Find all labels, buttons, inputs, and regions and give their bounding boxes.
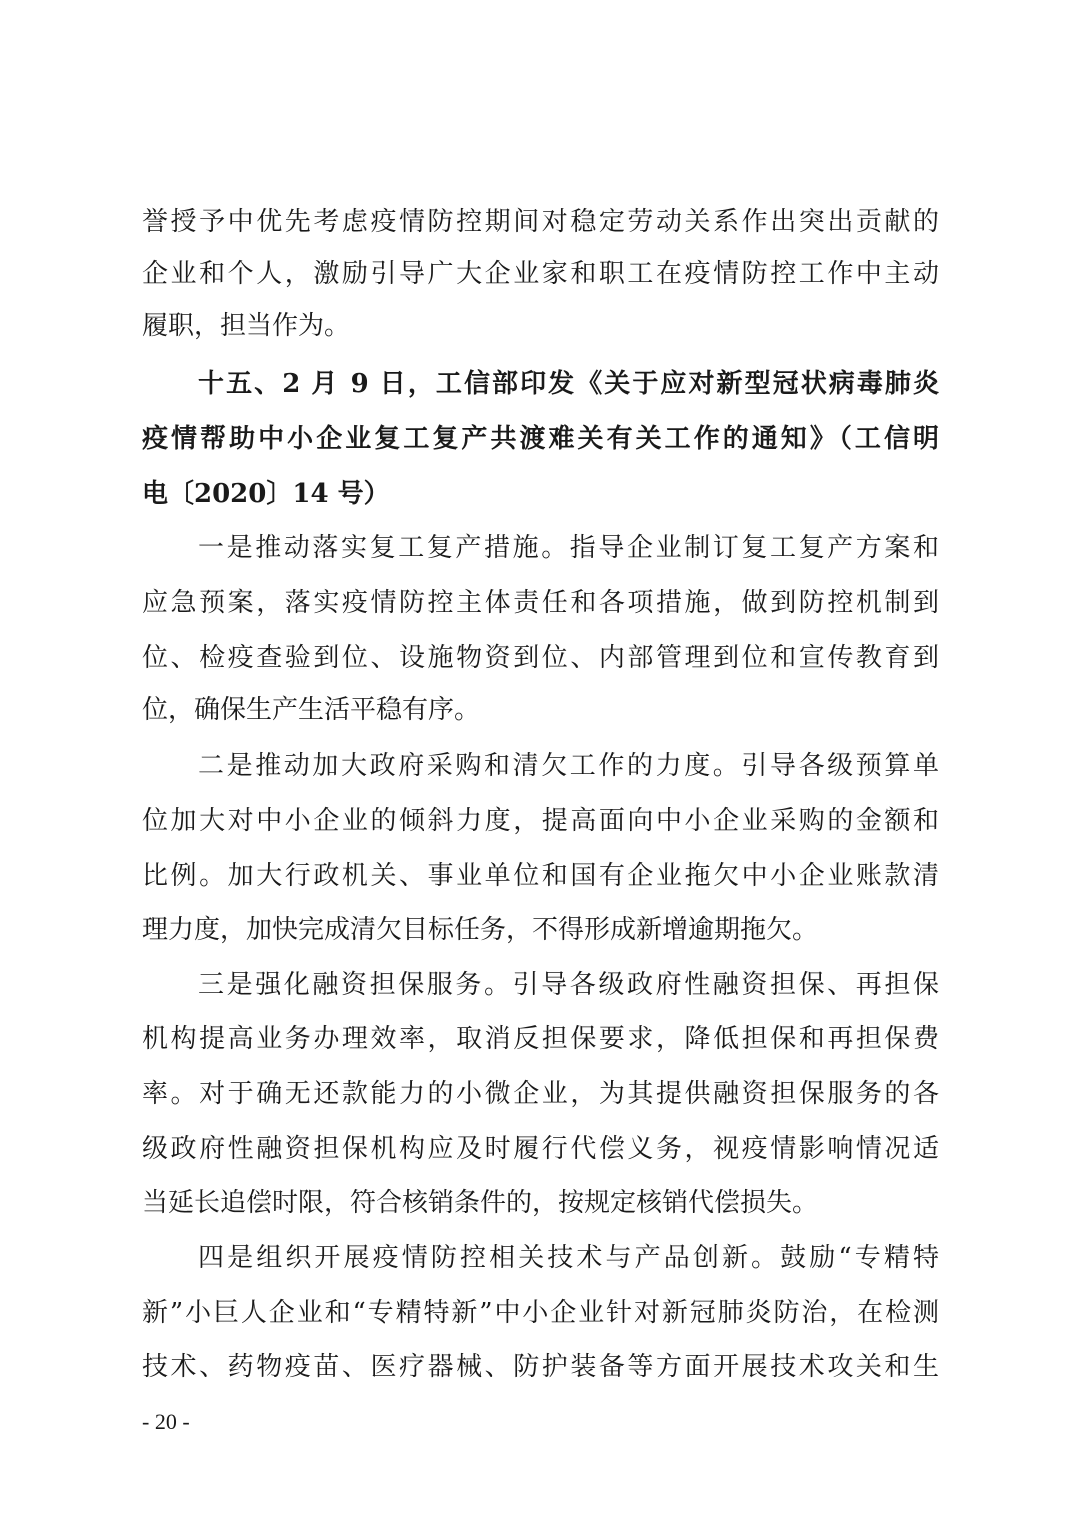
item-2-line: 理力度，加快完成清欠目标任务，不得形成新增逾期拖欠。 — [142, 915, 819, 945]
item-3-line: 当延长追偿时限，符合核销条件的，按规定核销代偿损失。 — [142, 1188, 819, 1218]
item-1-line: 应急预案，落实疫情防控主体责任和各项措施，做到防控机制到 — [142, 588, 939, 618]
section-heading-line: 电〔2020〕14 号） — [142, 479, 390, 509]
item-3-line: 级政府性融资担保机构应及时履行代偿义务，视疫情影响情况适 — [142, 1134, 939, 1164]
item-1-line: 位、检疫查验到位、设施物资到位、内部管理到位和宣传教育到 — [142, 643, 939, 673]
paragraph-line: 履职，担当作为。 — [142, 311, 351, 341]
item-2-line: 二是推动加大政府采购和清欠工作的力度。引导各级预算单 — [198, 751, 939, 781]
item-2-line: 位加大对中小企业的倾斜力度，提高面向中小企业采购的金额和 — [142, 806, 939, 836]
paragraph-line: 誉授予中优先考虑疫情防控期间对稳定劳动关系作出突出贡献的 — [142, 207, 939, 237]
paragraph-line: 企业和个人，激励引导广大企业家和职工在疫情防控工作中主动 — [142, 259, 939, 289]
item-1-line: 位，确保生产生活平稳有序。 — [142, 695, 481, 725]
item-4-line: 技术、药物疫苗、医疗器械、防护装备等方面开展技术攻关和生 — [142, 1352, 939, 1382]
page-number: - 20 - — [142, 1409, 190, 1434]
section-heading-line: 十五、2 月 9 日，工信部印发《关于应对新型冠状病毒肺炎 — [198, 369, 939, 399]
item-2-line: 比例。加大行政机关、事业单位和国有企业拖欠中小企业账款清 — [142, 861, 939, 891]
item-3-line: 机构提高业务办理效率，取消反担保要求，降低担保和再担保费 — [142, 1024, 939, 1054]
item-3-line: 率。对于确无还款能力的小微企业，为其提供融资担保服务的各 — [142, 1079, 939, 1109]
section-heading-line: 疫情帮助中小企业复工复产共渡难关有关工作的通知》（工信明 — [142, 424, 939, 454]
item-3-line: 三是强化融资担保服务。引导各级政府性融资担保、再担保 — [198, 970, 939, 1000]
item-1-line: 一是推动落实复工复产措施。指导企业制订复工复产方案和 — [198, 533, 939, 563]
item-4-line: 新”小巨人企业和“专精特新”中小企业针对新冠肺炎防治，在检测 — [142, 1298, 939, 1328]
item-4-line: 四是组织开展疫情防控相关技术与产品创新。鼓励“专精特 — [198, 1243, 939, 1273]
